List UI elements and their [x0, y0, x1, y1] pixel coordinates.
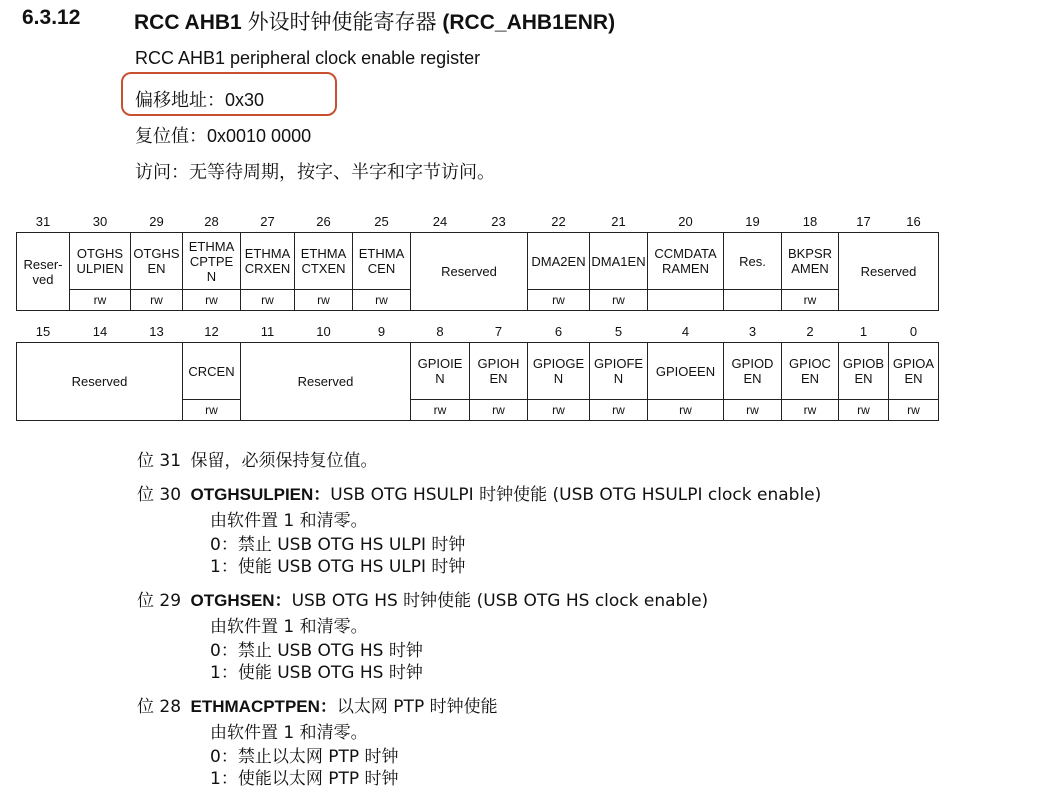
bit-number: 25: [374, 213, 389, 229]
bit-number: 30: [92, 213, 108, 229]
bit28-line1: 由软件置 1 和清零。: [210, 723, 368, 743]
bit30-line2: 0：禁止 USB OTG HS ULPI 时钟: [210, 535, 466, 555]
field-access: rw: [528, 400, 590, 421]
field-access: rw: [470, 400, 528, 421]
register-field: ETHMA CPTPE N: [183, 233, 241, 290]
reset-value-text: 0x0010 0000: [207, 126, 312, 146]
reset-value: [135, 122, 311, 148]
bit-number: 19: [745, 213, 760, 229]
field-access: rw: [724, 400, 782, 421]
register-field: OTGHS EN: [131, 233, 183, 290]
bit-number: 24: [432, 213, 448, 229]
register-subtitle: RCC AHB1 peripheral clock enable register: [135, 48, 481, 68]
register-field: GPIOFE N: [590, 343, 648, 400]
field-access: rw: [295, 290, 353, 311]
bit-number: 21: [611, 213, 626, 229]
register-field: GPIOIE N: [411, 343, 470, 400]
bit-number: 31: [35, 213, 51, 229]
bit-number: 14: [92, 323, 108, 339]
bit29-line3: 1：使能 USB OTG HS 时钟: [210, 663, 423, 683]
bit-number: 7: [494, 323, 503, 339]
bit30-heading: 位 30 OTGHSULPIEN：USB OTG HSULPI 时钟使能 (USB OTG HSULPI clock enable): [137, 485, 822, 505]
bit-number: 22: [551, 213, 566, 229]
bit-number: 20: [678, 213, 693, 229]
field-access: rw: [131, 290, 183, 311]
field-access: rw: [70, 290, 131, 311]
bit29-line1: 由软件置 1 和清零。: [210, 617, 368, 637]
bit-number: 4: [681, 323, 690, 339]
bit30-line3: 1：使能 USB OTG HS ULPI 时钟: [210, 557, 466, 577]
offset-label: 偏移地址：: [135, 90, 225, 111]
field-access: rw: [183, 290, 241, 311]
field-access: [724, 290, 782, 311]
field-access: rw: [590, 290, 648, 311]
field-access: rw: [411, 400, 470, 421]
register-field: GPIOA EN: [889, 343, 939, 400]
bit-number: 11: [260, 323, 275, 339]
register-field: GPIOB EN: [839, 343, 889, 400]
bit28-heading: 位 28 ETHMACPTPEN：以太网 PTP 时钟使能: [137, 697, 498, 717]
register-field: DMA1EN: [590, 233, 648, 290]
bit29-line2: 0：禁止 USB OTG HS 时钟: [210, 641, 423, 661]
register-field: GPIOH EN: [470, 343, 528, 400]
bit28-line2: 0：禁止以太网 PTP 时钟: [210, 747, 399, 767]
field-access: rw: [353, 290, 411, 311]
bit-number: 17: [856, 213, 871, 229]
bit-number: 3: [748, 323, 757, 339]
bit-number: 12: [204, 323, 219, 339]
reset-label: 复位值：: [135, 126, 207, 147]
register-field: ETHMA CEN: [353, 233, 411, 290]
bit-number: 8: [436, 323, 444, 339]
bit-number: 5: [614, 323, 623, 339]
field-access: rw: [782, 400, 839, 421]
offset-value: 0x30: [225, 90, 265, 110]
field-access: [648, 290, 724, 311]
offset-address: [135, 86, 264, 112]
bit-number: 9: [377, 323, 386, 339]
register-field: Reserved: [241, 343, 411, 421]
bit-number: 0: [909, 323, 918, 339]
field-access: rw: [889, 400, 939, 421]
access-note: 访问：无等待周期，按字、半字和字节访问。: [135, 162, 495, 183]
register-field: ETHMA CTXEN: [295, 233, 353, 290]
register-field: DMA2EN: [528, 233, 590, 290]
field-access: rw: [839, 400, 889, 421]
bit-number: 29: [149, 213, 164, 229]
bit31-description: 位 31 保留，必须保持复位值。: [137, 451, 378, 471]
bit-number: 18: [802, 213, 818, 229]
bit-number: 15: [35, 323, 51, 339]
bit28-line3: 1：使能以太网 PTP 时钟: [210, 769, 399, 789]
bit-number: 2: [806, 323, 814, 339]
bit30-line1: 由软件置 1 和清零。: [210, 511, 368, 531]
register-field: GPIOGE N: [528, 343, 590, 400]
register-field: OTGHS ULPIEN: [70, 233, 131, 290]
register-field: CRCEN: [183, 343, 241, 400]
bit-number: 26: [316, 213, 331, 229]
register-field: BKPSR AMEN: [782, 233, 839, 290]
bit-number: 16: [906, 213, 921, 229]
register-table-lower: [16, 320, 939, 421]
bit-number: 23: [491, 213, 506, 229]
register-field: GPIOEEN: [648, 343, 724, 400]
bit-number: 1: [859, 323, 868, 339]
register-field: GPIOC EN: [782, 343, 839, 400]
field-access: rw: [528, 290, 590, 311]
bit-number: 10: [316, 323, 331, 339]
register-field: Reserved: [839, 233, 939, 311]
section-title-cn: 外设时钟使能寄存器: [247, 10, 437, 34]
field-access: rw: [183, 400, 241, 421]
field-access: rw: [648, 400, 724, 421]
bit-number: 28: [204, 213, 219, 229]
register-field: Res.: [724, 233, 782, 290]
field-access: rw: [241, 290, 295, 311]
register-field: Reser- ved: [17, 233, 70, 311]
section-title: [134, 6, 615, 36]
bit-number: 13: [149, 323, 164, 339]
register-field: CCMDATA RAMEN: [648, 233, 724, 290]
bit-number: 6: [554, 323, 563, 339]
section-title-prefix: RCC AHB1: [134, 11, 248, 34]
register-field: Reserved: [17, 343, 183, 421]
register-field: Reserved: [411, 233, 528, 311]
field-access: rw: [782, 290, 839, 311]
section-title-suffix: (RCC_AHB1ENR): [436, 11, 616, 34]
register-field: ETHMA CRXEN: [241, 233, 295, 290]
section-number: 6.3.12: [22, 6, 81, 29]
register-field: GPIOD EN: [724, 343, 782, 400]
register-table-upper: [16, 210, 939, 311]
bit29-heading: 位 29 OTGHSEN：USB OTG HS 时钟使能 (USB OTG HS clock enable): [137, 591, 709, 611]
bit-number: 27: [260, 213, 275, 229]
field-access: rw: [590, 400, 648, 421]
